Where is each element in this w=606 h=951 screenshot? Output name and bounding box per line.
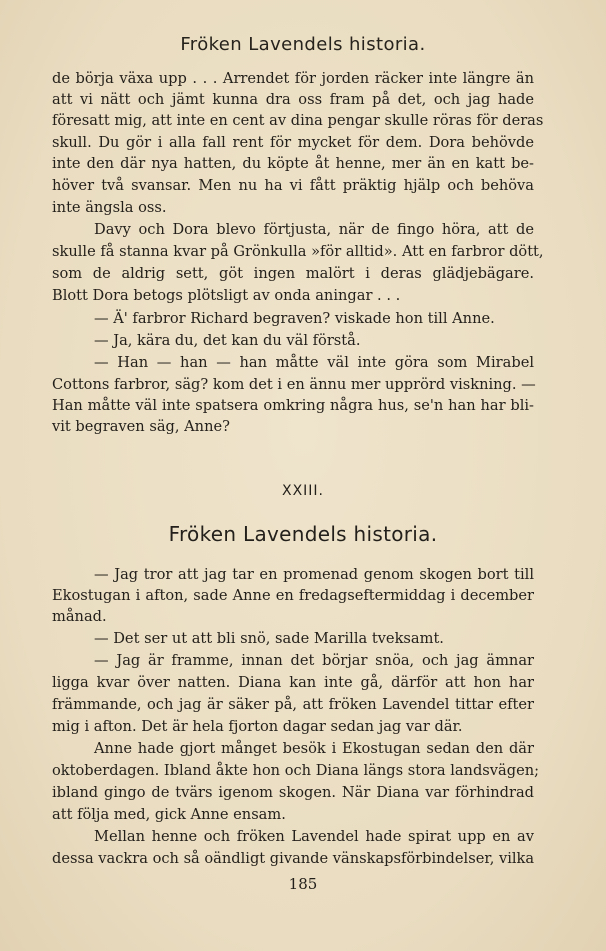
page-number: 185 xyxy=(288,875,318,893)
text-line: Ekostugan i afton, sade Anne en fredagseftermiddag i december xyxy=(52,587,534,604)
text-line: ibland gingo de tvärs igenom skogen. När Diana var förhindrad xyxy=(52,784,534,801)
text-line: höver två svansar. Men nu ha vi fått präktig hjälp och behöva xyxy=(52,177,534,194)
text-line: främmande, och jag är säker på, att fröken Lavendel tittar efter xyxy=(52,696,534,713)
text-line: ligga kvar över natten. Diana kan inte gå, därför att hon har xyxy=(52,674,534,691)
text-line: mig i afton. Det är hela fjorton dagar sedan jag var där. xyxy=(52,718,463,735)
dialogue-line: — Jag är framme, innan det börjar snöa, och jag ämnar xyxy=(94,652,534,669)
dialogue-line: — Ja, kära du, det kan du väl förstå. xyxy=(94,332,361,349)
text-line: skull. Du gör i alla fall rent för mycket för dem. Dora behövde xyxy=(52,134,534,151)
text-line: inte ängsla oss. xyxy=(52,199,167,216)
text-line: dessa vackra och så oändligt givande vänskapsförbindelser, vilka xyxy=(52,850,535,867)
text-line: skulle få stanna kvar på Grönkulla »för alltid». Att en farbror dött, xyxy=(52,243,544,260)
dialogue-line: — Ä' farbror Richard begraven? viskade hon till Anne. xyxy=(94,310,495,327)
text-line: Mellan henne och fröken Lavendel hade spirat upp en av xyxy=(94,828,534,845)
text-line: att vi nätt och jämt kunna dra oss fram på det, och jag hade xyxy=(52,91,534,108)
chapter-number: XXIII. xyxy=(281,483,325,499)
dialogue-line: — Han — han — han måtte väl inte göra som Mirabel xyxy=(94,354,534,371)
text-line: oktoberdagen. Ibland åkte hon och Diana längs stora landsvägen; xyxy=(52,762,540,779)
chapter-title: Fröken Lavendels historia. xyxy=(168,522,438,546)
text-line: inte den där nya hatten, du köpte åt henne, mer än en katt be- xyxy=(52,155,534,172)
running-head: Fröken Lavendels historia. xyxy=(180,34,426,55)
text-line: föresatt mig, att inte en cent av dina pengar skulle röras för deras xyxy=(52,112,544,129)
text-line: Cottons farbror, säg? kom det i en ännu mer upprörd viskning. — xyxy=(52,376,536,393)
text-line: vit begraven säg, Anne? xyxy=(52,418,230,435)
text-line: månad. xyxy=(52,608,107,625)
text-line: Anne hade gjort månget besök i Ekostugan sedan den där xyxy=(94,740,534,757)
text-line: som de aldrig sett, göt ingen malört i deras glädjebägare. xyxy=(52,265,534,282)
text-line: Blott Dora betogs plötsligt av onda aningar . . . xyxy=(52,287,401,304)
text-line: de börja växa upp . . . Arrendet för jorden räcker inte längre än xyxy=(52,70,534,87)
text-line: Han måtte väl inte spatsera omkring några hus, se'n han har bli- xyxy=(52,397,534,414)
dialogue-line: — Jag tror att jag tar en promenad genom skogen bort till xyxy=(94,566,534,583)
dialogue-line: — Det ser ut att bli snö, sade Marilla tveksamt. xyxy=(94,630,444,647)
text-line: att följa med, gick Anne ensam. xyxy=(52,806,286,823)
text-line: Davy och Dora blevo förtjusta, när de fingo höra, att de xyxy=(94,221,534,238)
